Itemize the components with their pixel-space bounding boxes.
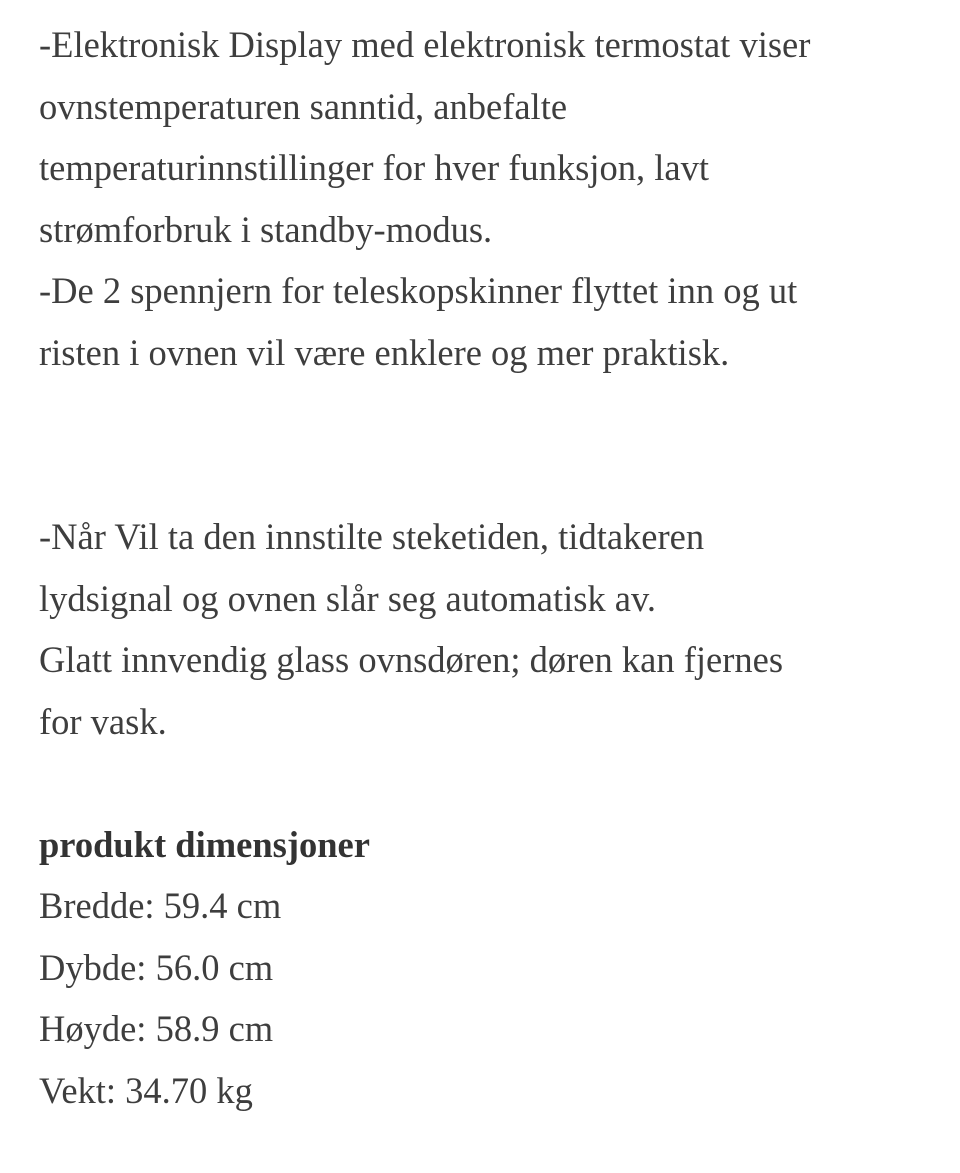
dimension-width: Bredde: 59.4 cm	[39, 885, 282, 926]
text-line: strømforbruk i standby-modus.	[39, 208, 493, 250]
description-paragraph-2	[39, 506, 929, 752]
text-line: temperaturinnstillinger for hver funksjon, lavt	[39, 147, 710, 188]
product-description	[39, 14, 929, 1121]
spacer	[39, 445, 929, 507]
text-line: lydsignal og ovnen slår seg automatisk av.	[39, 577, 657, 619]
text-line: -De 2 spennjern for teleskopskinner flyttet inn og ut	[39, 270, 798, 311]
text-line: for vask.	[39, 700, 167, 742]
text-line: -Når Vil ta den innstilte steketiden, tidtakeren	[39, 516, 705, 557]
text-line: -Elektronisk Display med elektronisk termostat viser	[39, 24, 811, 65]
text-line: Glatt innvendig glass ovnsdøren; døren kan fjernes	[39, 639, 784, 680]
spacer	[39, 383, 929, 445]
spacer	[39, 752, 929, 814]
text-line: ovnstemperaturen sanntid, anbefalte	[39, 85, 568, 127]
dimensions-section	[39, 814, 929, 1122]
dimension-weight: Vekt: 34.70 kg	[39, 1069, 253, 1111]
text-line: risten i ovnen vil være enklere og mer praktisk.	[39, 331, 730, 373]
dimensions-heading: produkt dimensjoner	[39, 823, 370, 865]
dimension-height: Høyde: 58.9 cm	[39, 1008, 274, 1049]
description-paragraph-1	[39, 14, 929, 383]
dimension-depth: Dybde: 56.0 cm	[39, 946, 274, 988]
